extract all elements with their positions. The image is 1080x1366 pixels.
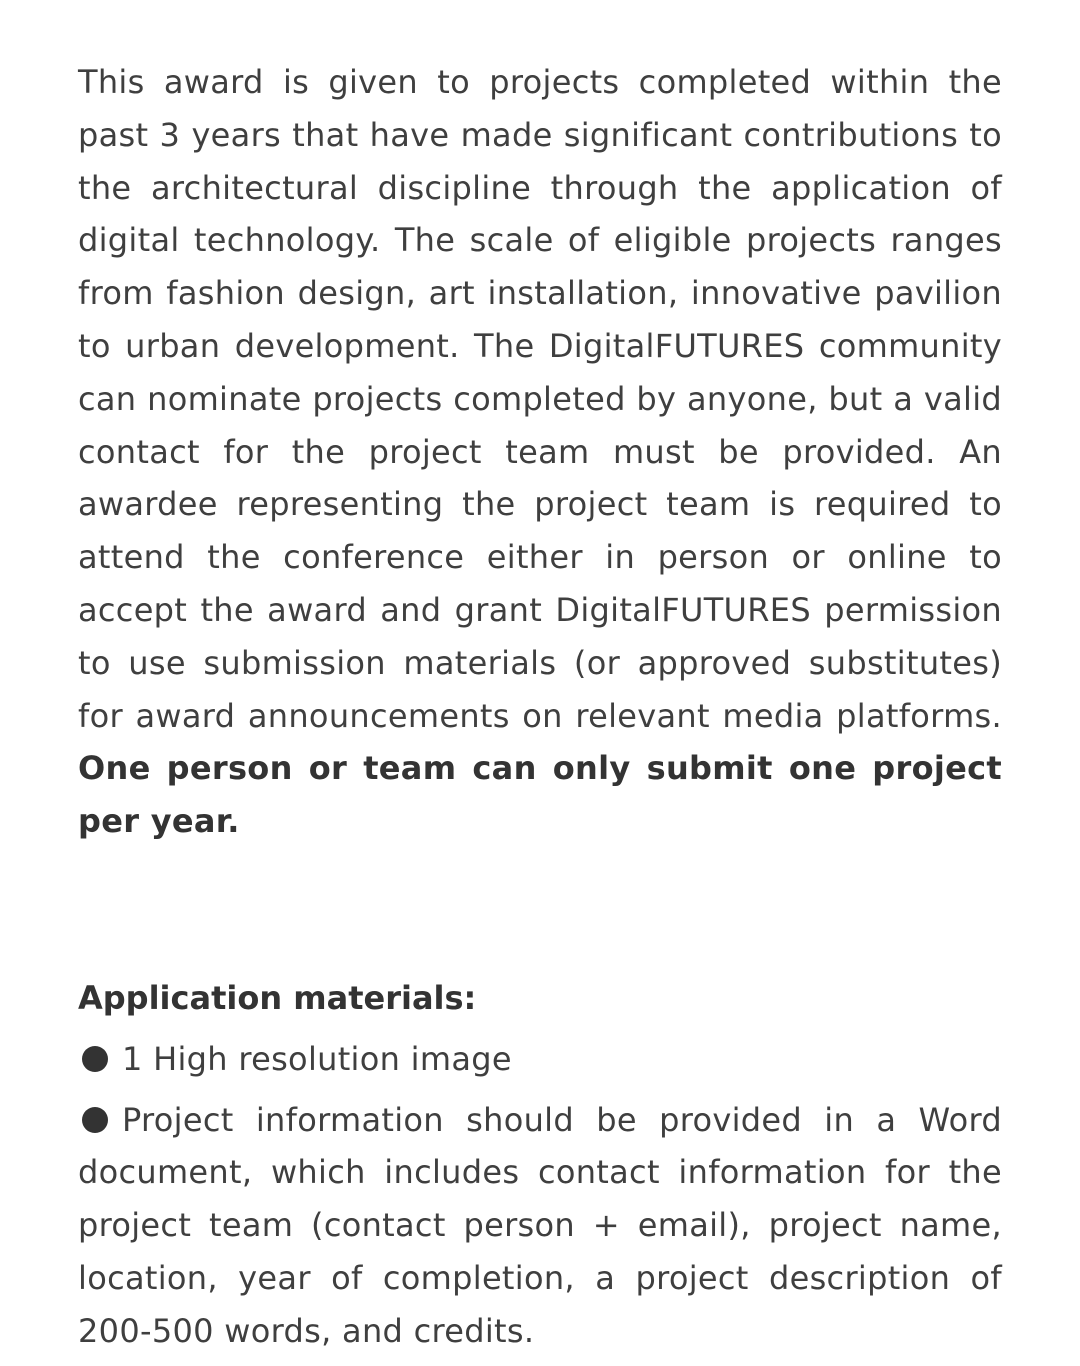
bullet-icon xyxy=(82,1107,108,1133)
list-item xyxy=(78,1094,1002,1358)
bullet-icon xyxy=(82,1046,108,1072)
application-materials-heading: Application materials: xyxy=(78,978,477,1017)
award-description-emphasis: One person or team can only submit one project per year. xyxy=(78,749,1002,841)
article-body xyxy=(78,56,1002,1366)
list-item-text: 1 High resolution image xyxy=(122,1039,512,1078)
award-description xyxy=(78,56,1002,848)
award-description-text: This award is given to projects completed within the past 3 years that have made significant contributions to the architectural discipline through the application of digital technology. The scale of eligible projects ranges from fashion design, art installation, innovative pavilion to urban development. The DigitalFUTURES community can nominate projects completed by anyone, but a valid contact for the project team must be provided. An awardee representing the project team is required to attend the conference either in person or online to accept the award and grant DigitalFUTURES permission to use submission materials (or approved substitutes) for award announcements on relevant media platforms. xyxy=(78,63,1002,735)
list-item xyxy=(78,1033,1002,1086)
list-item-text: Project information should be provided in a Word document, which includes contact information for the project team (contact person + email), project name, location, year of completion, a project description of 200-500 words, and credits. xyxy=(78,1100,1002,1350)
application-materials-list xyxy=(78,1033,1002,1358)
